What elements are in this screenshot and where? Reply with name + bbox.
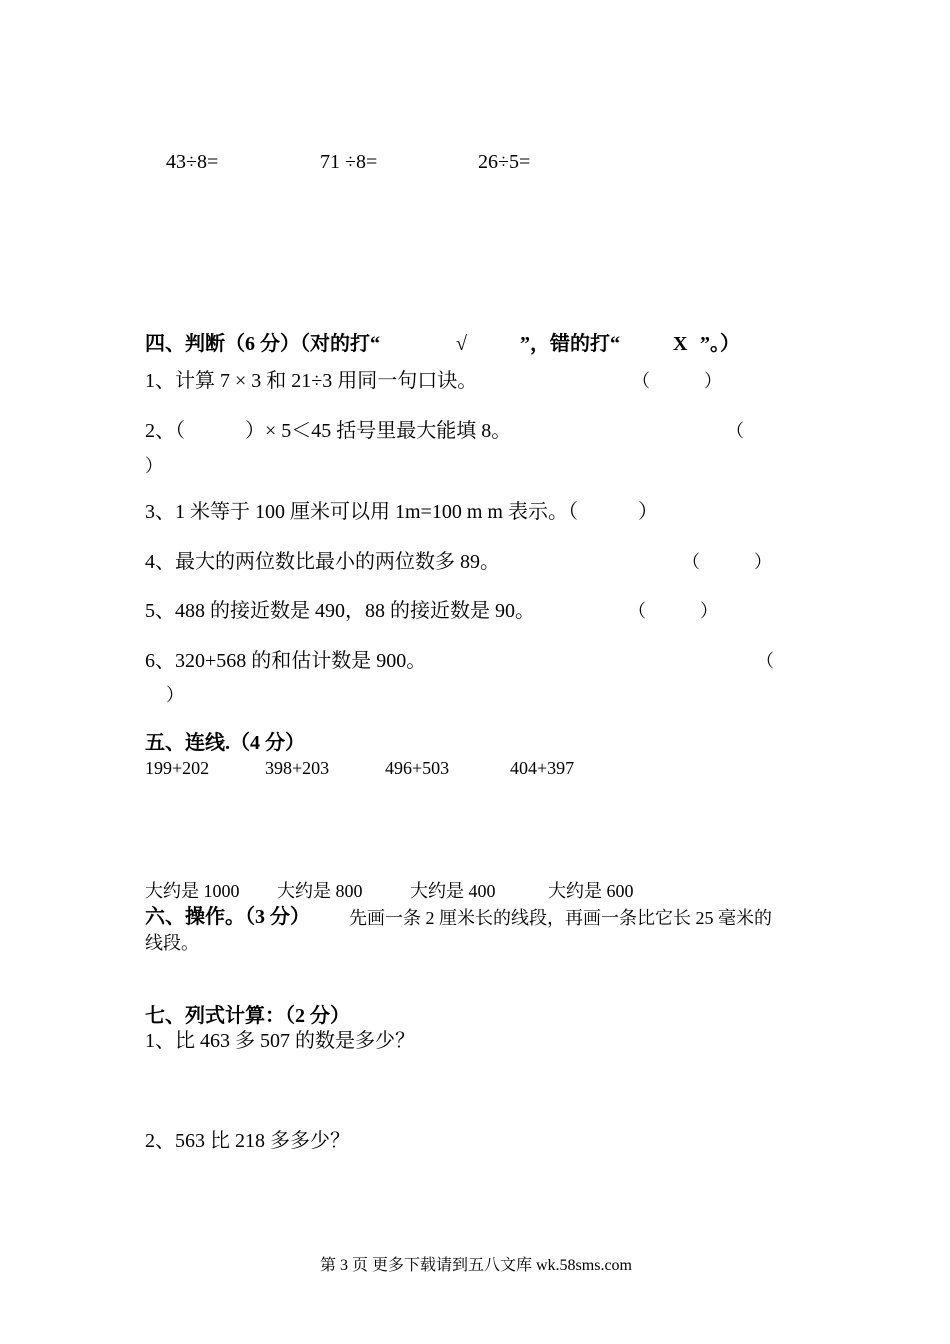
section7-question-1: 1、比 463 多 507 的数是多少？ bbox=[145, 1030, 415, 1052]
match-expression-3: 496+503 bbox=[385, 758, 450, 778]
match-estimate-2: 大约是 800 bbox=[277, 881, 363, 901]
judgment-answer-paren-open-2: （ bbox=[726, 421, 744, 441]
judgment-item-4: 4、最大的两位数比最小的两位数多 89。 bbox=[145, 551, 500, 573]
judgment-item-5: 5、488 的接近数是 490，88 的接近数是 90。 bbox=[145, 600, 535, 622]
judgment-item-3: 3、1 米等于 100 厘米可以用 1m=100 m m 表示。（ ） bbox=[145, 501, 658, 523]
match-estimate-1: 大约是 1000 bbox=[145, 881, 240, 901]
judgment-answer-paren-close-6: ） bbox=[166, 685, 184, 705]
division-expression-1: 43÷8= bbox=[166, 151, 219, 173]
judgment-answer-paren-5: （ ） bbox=[628, 601, 718, 621]
judgment-item-2: 2、（ ）× 5＜45 括号里最大能填 8。 bbox=[145, 420, 512, 442]
judgment-answer-paren-close-2: ） bbox=[145, 456, 163, 476]
judgment-answer-paren-1: （ ） bbox=[632, 371, 722, 391]
section4-heading-part1: 四、判断（6 分）（对的打“ bbox=[145, 333, 380, 355]
judgment-item-1: 1、计算 7 × 3 和 21÷3 用同一句口诀。 bbox=[145, 370, 478, 392]
match-expression-2: 398+203 bbox=[265, 758, 330, 778]
check-mark: √ bbox=[456, 333, 467, 355]
x-mark: X bbox=[673, 333, 688, 355]
section4-heading-part3: ”。） bbox=[700, 333, 740, 355]
section6-heading: 六、操作。（3 分） bbox=[145, 906, 310, 928]
match-expression-4: 404+397 bbox=[510, 758, 575, 778]
judgment-item-6: 6、320+568 的和估计数是 900。 bbox=[145, 650, 427, 672]
match-expression-1: 199+202 bbox=[145, 758, 210, 778]
section5-heading: 五、连线.（4 分） bbox=[145, 732, 305, 754]
section4-heading-part2: ”，错的打“ bbox=[520, 333, 620, 355]
page-footer: 第 3 页 更多下载请到五八文库 wk.58sms.com bbox=[320, 1257, 633, 1274]
match-estimate-3: 大约是 400 bbox=[410, 881, 496, 901]
division-expression-3: 26÷5= bbox=[478, 151, 531, 173]
section6-instruction-line2: 线段。 bbox=[145, 933, 199, 953]
section7-question-2: 2、563 比 218 多多少？ bbox=[145, 1130, 350, 1152]
section7-heading: 七、列式计算：（2 分） bbox=[145, 1005, 350, 1027]
section6-instruction-line1: 先画一条 2 厘米长的线段，再画一条比它长 25 毫米的 bbox=[349, 908, 772, 928]
division-expression-2: 71 ÷8= bbox=[320, 151, 378, 173]
judgment-answer-paren-open-6: （ bbox=[756, 651, 774, 671]
match-estimate-4: 大约是 600 bbox=[548, 881, 634, 901]
judgment-answer-paren-4: （ ） bbox=[682, 552, 772, 572]
